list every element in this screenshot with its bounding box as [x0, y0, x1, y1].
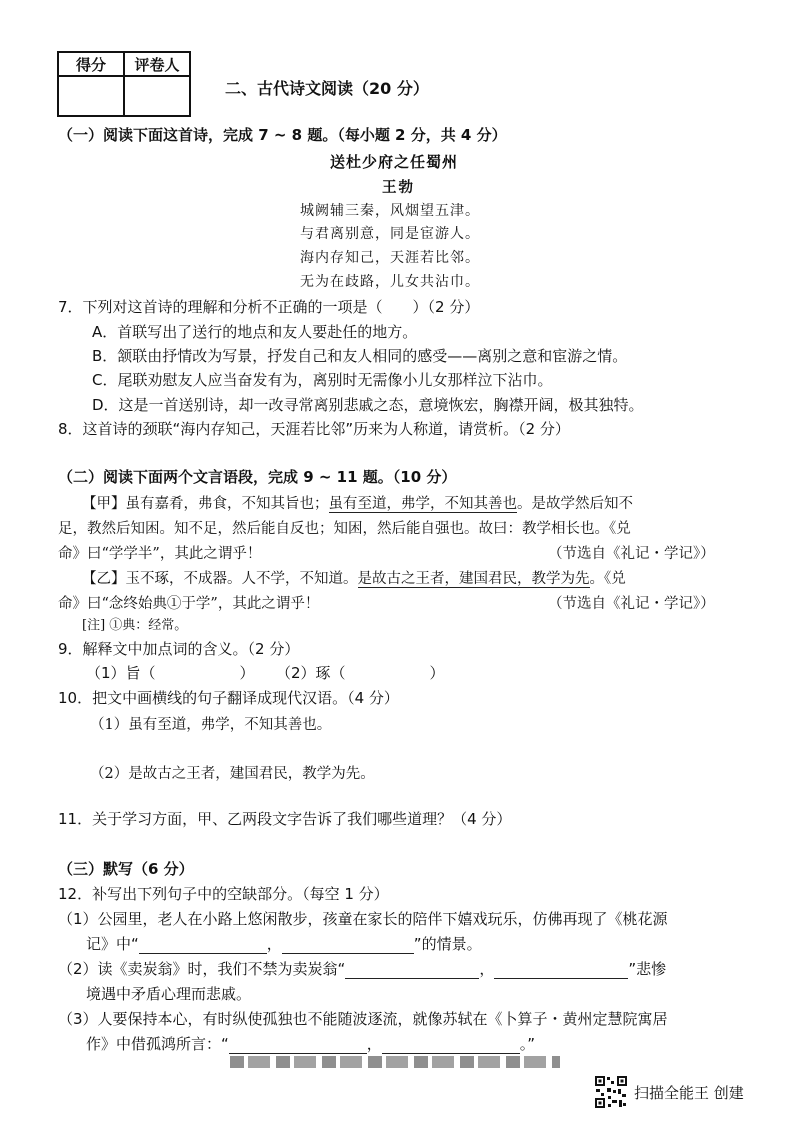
fill-blank-6[interactable]: [382, 1039, 520, 1054]
q9-close: ）: [239, 664, 255, 682]
q12-text: 作》中借孤鸿所言：“: [86, 1035, 229, 1053]
fill-blank-4[interactable]: [494, 964, 628, 979]
score-cell[interactable]: [58, 76, 124, 116]
passage-text: 虽有嘉肴，弗食，不知其旨也；: [125, 496, 329, 512]
grader-label: 评卷人: [124, 52, 190, 76]
poem-line: 与君离别意，同是宦游人。: [300, 226, 480, 242]
q12-item-2-line1: [58, 958, 666, 979]
q12-text: ，: [479, 960, 495, 978]
q12-text: ，: [366, 1035, 382, 1053]
footnote: [注] ①典：经常。: [82, 618, 188, 633]
passage-yi-line2: 命》曰“念终始典①于学”，其此之谓乎！: [58, 596, 320, 612]
q10-sentence-2: （2）是故古之王者，建国君民，教学为先。: [90, 766, 375, 782]
passage-text: 。《兑: [589, 571, 626, 587]
question-9: 9．解释文中加点词的含义。（2 分）: [58, 640, 300, 658]
q12-text: ，: [266, 935, 282, 953]
passage-text: 玉不琢，不成器。人不学，不知道。: [125, 571, 358, 587]
part2-heading: （二）阅读下面两个文言语段，完成 9 ~ 11 题。（10 分）: [58, 468, 457, 486]
underlined-sentence-2: 是故古之王者，建国君民，教学为先: [357, 571, 590, 587]
question-11: 11．关于学习方面，甲、乙两段文字告诉了我们哪些道理？（4 分）: [58, 810, 512, 828]
passage-yi-line1: [82, 567, 626, 588]
q7-option-a: A．首联写出了送行的地点和友人要赴任的地方。: [92, 323, 418, 341]
passage-jia-line2: 足，教然后知困。知不足，然后能自反也；知困，然后能自强也。故曰：教学相长也。《兑: [58, 521, 631, 537]
q12-item-2-line2: 境遇中矛盾心理而悲戚。: [86, 985, 252, 1003]
passage-yi-tag: 【乙】: [82, 571, 126, 587]
fill-blank-3[interactable]: [345, 964, 479, 979]
q9-close: ）: [429, 664, 445, 682]
q12-text: 。”: [519, 1035, 536, 1053]
q10-sentence-1: （1）虽有至道，弗学，不知其善也。: [90, 717, 332, 733]
q7-option-d: D．这是一首送别诗，却一改寻常离别悲戚之态，意境恢宏，胸襟开阔，极其独特。: [92, 396, 644, 414]
q12-item-3-line1: （3）人要保持本心，有时纵使孤独也不能随波逐流，就像苏轼在《卜算子・黄州定慧院寓居: [58, 1010, 668, 1028]
q12-item-3-line2: [86, 1033, 535, 1054]
q12-text: （2）读《卖炭翁》时，我们不禁为卖炭翁“: [58, 960, 346, 978]
poem-title: 送杜少府之任蜀州: [330, 153, 459, 171]
fill-blank-5[interactable]: [229, 1039, 367, 1054]
passage-text: 。是故学然后知不: [517, 496, 633, 512]
question-8: 8．这首诗的颈联“海内存知己，天涯若比邻”历来为人称道，请赏析。（2 分）: [58, 420, 570, 438]
q12-text: 记》中“: [86, 935, 139, 953]
q9-item-1-label: （1）旨（: [86, 664, 156, 682]
poem-line: 城阙辅三秦，风烟望五津。: [300, 203, 480, 219]
fill-blank-1[interactable]: [139, 939, 267, 954]
grader-cell[interactable]: [124, 76, 190, 116]
passage-jia-tag: 【甲】: [82, 496, 126, 512]
question-7: 7．下列对这首诗的理解和分析不正确的一项是（ ）（2 分）: [58, 298, 480, 316]
q9-item-2-label: （2）琢（: [276, 664, 346, 682]
q9-item-1: [86, 662, 255, 683]
q12-text: ”悲惨: [628, 960, 667, 978]
poem-line: 海内存知己，天涯若比邻。: [300, 250, 480, 266]
fill-blank-2[interactable]: [282, 939, 414, 954]
section-title: 二、古代诗文阅读（20 分）: [225, 79, 429, 98]
passage-jia-source: （节选自《礼记・学记》）: [548, 546, 715, 562]
score-box: [57, 51, 191, 117]
q7-option-c: C．尾联劝慰友人应当奋发有为，离别时无需像小儿女那样泣下沾巾。: [92, 371, 553, 389]
qr-code-icon: [594, 1075, 628, 1109]
q7-option-b: B．颔联由抒情改为写景，抒发自己和友人相同的感受——离别之意和宦游之情。: [92, 347, 628, 365]
underlined-sentence-1: 虽有至道，弗学，不知其善也: [328, 496, 517, 512]
passage-yi-source: （节选自《礼记・学记》）: [548, 596, 715, 612]
score-label: 得分: [58, 52, 124, 76]
scanner-watermark: 扫描全能王 创建: [634, 1084, 744, 1102]
question-10: 10．把文中画横线的句子翻译成现代汉语。（4 分）: [58, 689, 399, 707]
question-12: 12．补写出下列句子中的空缺部分。（每空 1 分）: [58, 885, 389, 903]
q9-item-2: [276, 662, 445, 683]
part1-heading: （一）阅读下面这首诗，完成 7 ~ 8 题。（每小题 2 分，共 4 分）: [58, 126, 507, 144]
poem-line: 无为在歧路，儿女共沾巾。: [300, 274, 480, 290]
passage-jia-line1: [82, 492, 633, 513]
poem-author: 王勃: [382, 179, 415, 196]
q12-item-1-line2: [86, 933, 482, 954]
part3-heading: （三）默写（6 分）: [58, 860, 194, 878]
q12-item-1-line1: （1）公园里，老人在小路上悠闲散步，孩童在家长的陪伴下嬉戏玩乐，仿佛再现了《桃花源: [58, 910, 668, 928]
q12-text: ”的情景。: [413, 935, 482, 953]
passage-jia-line3: 命》曰“学学半”，其此之谓乎！: [58, 546, 262, 562]
cropped-footer-text: [230, 1056, 560, 1068]
